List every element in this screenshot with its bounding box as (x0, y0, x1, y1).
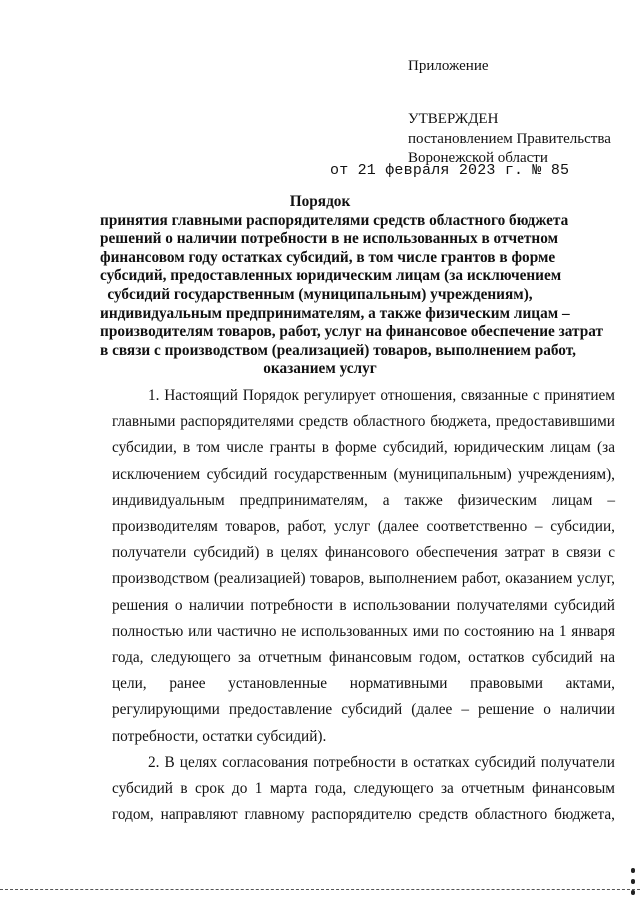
title-line: финансовом году остатках субсидий, в том числе грантов в форме (100, 248, 556, 266)
text-line: главными распорядителями средств областного бюджета, предоставившими (112, 413, 615, 431)
approval-line: постановлением Правительства (408, 130, 611, 147)
text-line: индивидуальным предпринимателям, а также физическим лицам – (112, 491, 615, 509)
text-line: полностью или частично не использованных ими по состоянию на 1 января (112, 622, 615, 640)
title-line: принятия главными распорядителями средств областного бюджета (100, 211, 569, 229)
scan-mark (631, 879, 635, 884)
title-line: оказанием услуг (263, 360, 377, 378)
approval-heading: УТВЕРЖДЕН (408, 111, 499, 127)
title-line: решений о наличии потребности в не использованных в отчетном (100, 230, 559, 248)
title-line: Порядок (289, 193, 351, 210)
scan-mark (631, 890, 635, 895)
text-line: исключением субсидий государственным (муниципальным) учреждениям), (112, 465, 615, 483)
page-bottom-rule (0, 889, 640, 890)
text-line: 2. В целях согласования потребности в остатках субсидий получатели (148, 753, 615, 771)
text-line: года, следующего за отчетным финансовым годом, остатков субсидий на (112, 649, 615, 667)
text-line: цели, ранее установленные нормативными правовыми актами, (112, 675, 615, 693)
text-line: 1. Настоящий Порядок регулирует отношения, связанные с принятием (148, 387, 615, 404)
text-line: регулирующими предоставление субсидий (далее – решение о наличии (112, 701, 615, 719)
decree-date: от 21 февраля 2023 г. № 85 (330, 162, 570, 179)
text-line: получатели субсидий) в целях финансового обеспечения затрат в связи с (112, 544, 615, 562)
title-line: субсидий, предоставленных юридическим лицам (за исключением (100, 267, 562, 285)
title-line: производителям товаров, работ, услуг на финансовое обеспечение затрат (100, 323, 604, 341)
text-line: субсидии, в том числе гранты в форме субсидий, юридическим лицам (за (112, 439, 615, 457)
scan-mark (631, 868, 635, 873)
text-line: субсидий в срок до 1 марта года, следующего за отчетным финансовым (112, 780, 615, 798)
document-body (112, 383, 615, 828)
approval-block (408, 110, 611, 169)
paragraph-1 (112, 383, 615, 750)
text-line: производителям товаров, работ, услуг (далее соответственно – субсидии, (112, 518, 615, 536)
text-line: решения о наличии потребности в использовании получателями субсидий (112, 596, 615, 614)
text-line: годом, направляют главному распорядителю средств областного бюджета, (112, 806, 615, 824)
title-line: индивидуальным предпринимателям, а также физическим лицам – (100, 304, 570, 322)
title-line: в связи с производством (реализацией) товаров, выполнением работ, (100, 341, 576, 359)
paragraph-2 (112, 750, 615, 829)
text-line: производством (реализацией) товаров, выполнением работ, оказанием услуг, (112, 570, 615, 588)
appendix-label: Приложение (408, 58, 489, 74)
text-line: потребности, остатки субсидий). (112, 727, 327, 745)
document-title (100, 193, 604, 379)
title-line: субсидий государственным (муниципальным) учреждениям), (107, 285, 533, 303)
approval-line: Воронежской области (408, 150, 548, 166)
scan-edge-marks (631, 868, 635, 896)
